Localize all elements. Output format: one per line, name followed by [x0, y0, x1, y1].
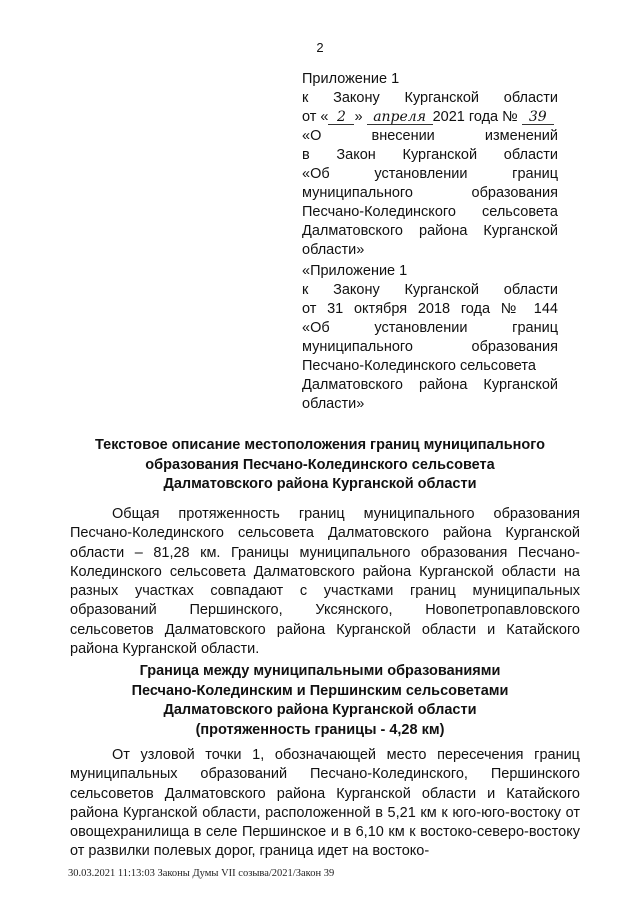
- appendix-line: области»: [302, 242, 365, 258]
- heading-line: Песчано-Колединским и Першинским сельсоветами: [131, 682, 509, 699]
- appendix-line: Песчано-Колединского сельсовета: [302, 204, 558, 220]
- appendix-line: к Закону Курганской области: [302, 90, 558, 106]
- appendix-line: Далматовского района Курганской: [302, 377, 558, 393]
- appendix-line: области»: [302, 396, 365, 412]
- section-heading: [60, 436, 580, 495]
- page-number: 2: [316, 40, 324, 55]
- appendix-line: «Об установлении границ: [302, 166, 558, 182]
- date-mid: »: [354, 109, 363, 125]
- body-paragraph: Общая протяженность границ муниципального образования Песчано-Колединского сельсовета Далматовского района Курганской области – 81,28 км. Границы муниципального образования Песчано-Колединского сельсовета Далматовского района Курганской области на разных участках совпадают с участками границ муниципальных образований Першинского, Уксянского, Новопетропавловского сельсоветов Далматовского района Курганской области и Катайского района Курганской области.: [70, 506, 580, 658]
- appendix-line: к Закону Курганской области: [302, 282, 558, 298]
- body-paragraph: От узловой точки 1, обозначающей место пересечения границ муниципальных образований Песчано-Колединского, Першинского сельсоветов Далматовского района Курганской области и Катайского района Курганской области, расположенной в 5,21 км к юго-юго-востоку от овощехранилища в селе Першинское и в 6,10 км к востоко-северо-востоку от развилки полевых дорог, граница идет на востоко-: [70, 747, 580, 860]
- date-year-text: 2021 года №: [432, 109, 518, 125]
- heading-line: Граница между муниципальными образованиями: [139, 663, 501, 679]
- handwritten-number: 39: [522, 110, 554, 125]
- heading-line: (протяженность границы - 4,28 км): [195, 721, 445, 738]
- appendix-line: Песчано-Колединского сельсовета: [302, 358, 536, 374]
- appendix-title: Приложение 1: [302, 71, 400, 87]
- subsection-heading: [60, 662, 580, 740]
- date-prefix: от «: [302, 109, 329, 125]
- handwritten-month: апреля: [367, 110, 433, 125]
- appendix-line: «О внесении изменений: [302, 128, 558, 144]
- appendix-title: «Приложение 1: [302, 263, 408, 279]
- law-appendix-header: [302, 70, 558, 260]
- appendix-line: муниципального образования: [302, 339, 558, 355]
- heading-line: Далматовского района Курганской области: [163, 476, 477, 492]
- appendix-date-line: [302, 108, 558, 127]
- heading-line: Далматовского района Курганской области: [163, 702, 477, 718]
- heading-line: Текстовое описание местоположения границ муниципального: [95, 437, 545, 453]
- original-appendix-header: [302, 262, 558, 414]
- appendix-line: от 31 октября 2018 года № 144: [302, 301, 558, 317]
- appendix-line: муниципального образования: [302, 185, 558, 201]
- heading-line: образования Песчано-Колединского сельсовета: [145, 456, 495, 473]
- appendix-line: Далматовского района Курганской: [302, 223, 558, 239]
- handwritten-day: 2: [328, 110, 354, 125]
- document-footer: 30.03.2021 11:13:03 Законы Думы VII созыва/2021/Закон 39: [68, 868, 335, 879]
- appendix-line: «Об установлении границ: [302, 320, 558, 336]
- appendix-line: в Закон Курганской области: [302, 147, 558, 163]
